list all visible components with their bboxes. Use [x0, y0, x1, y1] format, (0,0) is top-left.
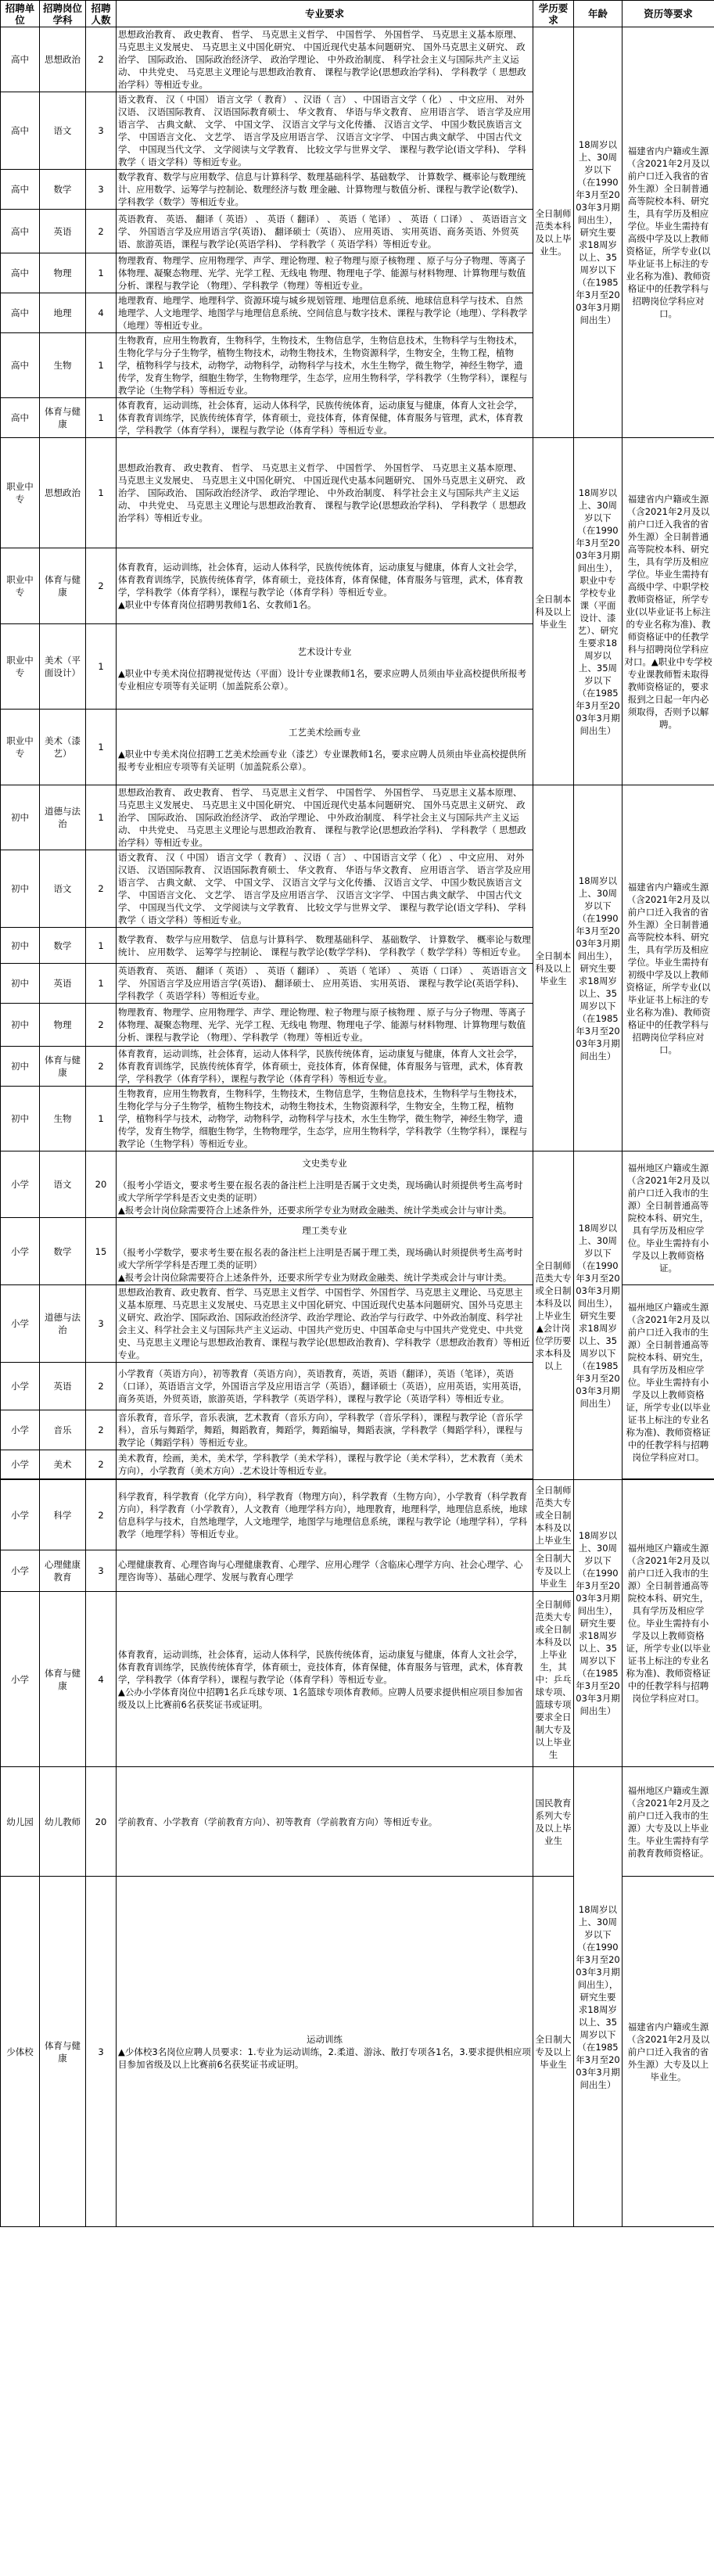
subject-cell: 思想政治: [40, 27, 86, 92]
unit-cell: 小学: [1, 1218, 40, 1285]
age-cell: 18周岁以上、30周岁以下（在1990年3月至2003年3月期间出生），职业中专学校专业课（平面设计、漆艺）、研究生要求18周岁以上、35周岁以下（在1985年3月至2003年3月期间出生）: [574, 438, 623, 785]
unit-cell: 高中: [1, 27, 40, 92]
subject-cell: 语文: [40, 92, 86, 170]
count-cell: 2: [86, 1047, 117, 1087]
subject-cell: 生物: [40, 333, 86, 398]
education-cell: 全日制本科及以上毕业生: [533, 785, 574, 1151]
unit-cell: 小学: [1, 1363, 40, 1410]
major-cell: 思想政治教育、 政史教育、 哲学、 马克思主义哲学、 中国哲学、 外国哲学、 马克思主义基本原理、 马克思主义发展史、 马克思主义中国化研究、 中国近现代史基本问题研究、 国外马克思主义研究、 政治学、 国际政治、 国际政治经济学、 政治学理论、 中外政治制度、 科学社会主义与国际共产主义运动、 中共党史、 马克思主义理论与思想政治教育、 课程与教学论(思想政治学科)、 学科教学（ 思想政治学科）等相近专业。: [117, 438, 533, 548]
major-cell: 心理健康教育、心理咨询与心理健康教育、心理学、应用心理学（含临床心理学方向、社会心理学、心理咨询等）、基础心理学、发展与教育心理学: [117, 1550, 533, 1592]
subject-cell: 物理: [40, 1004, 86, 1047]
count-cell: 20: [86, 1151, 117, 1218]
major-cell: 数学教育、数学与应用数学、信息与计算科学、数理基础科学、基础数学、 计算数学、概率论与数理统计、应用数学、运筹学与控制论、数理经济与数 理金融、计算物理与数值分析、课程与教学论(数学)、学科教学（数学）等相近专业。: [117, 170, 533, 210]
major-cell: 英语教育、 英语、 翻译（ 英语） 、 英语（ 翻译） 、 英语（ 笔译） 、 英语（ 口译） 、 英语语言文学、 外国语言学及应用语言学(英语)、 翻译硕士、 应用英语、 实用英语、 课程与教学论(英语学科)、 学科教学（ 英语学科）等相近专业。: [117, 964, 533, 1004]
header-qualification: 资历等要求: [623, 1, 714, 27]
major-cell: 数学教育、 数学与应用数学、 信息与计算科学、 数理基础科学、 基础数学、 计算数学、 概率论与数理统计、 应用数学、 运筹学与控制论、 课程与教学论(数学学科)、 学科教学（ 数学学科）等相近专业。: [117, 928, 533, 964]
count-cell: 15: [86, 1218, 117, 1285]
unit-cell: 小学: [1, 1450, 40, 1479]
education-cell: 全日制师范类本科及以上毕业生。: [533, 27, 574, 438]
count-cell: 2: [86, 850, 117, 928]
count-cell: 1: [86, 964, 117, 1004]
major-heading: 理工类专业: [302, 1224, 347, 1236]
count-cell: 4: [86, 293, 117, 333]
major-cell: [117, 1592, 533, 1767]
count-cell: 1: [86, 928, 117, 964]
age-cell: 18周岁以上、30周岁以下（在1990年3月至2003年3月期间出生），研究生要求18周岁以上、35周岁以下（在1985年3月至2003年3月期间出生）: [574, 1151, 623, 1480]
unit-cell: 初中: [1, 850, 40, 928]
education-cell: 全日制师范类大专或全日制本科及以上毕业生▲会计岗位学历要求本科及以上: [533, 1151, 574, 1480]
major-heading: 文史类专业: [302, 1158, 347, 1169]
subject-cell: 幼儿教师: [40, 1767, 86, 1877]
subject-cell: 思想政治: [40, 438, 86, 548]
unit-cell: 高中: [1, 210, 40, 253]
count-cell: 2: [86, 548, 117, 624]
unit-cell: 小学: [1, 1285, 40, 1363]
table-row: [1, 1480, 714, 1550]
qualification-cell: 福建省内户籍或生源（含2021年2月及以前户口迁入我省的省外生源）全日制普通高等院校本科、研究生，具有学历及相应学位。毕业生需持有高级中学、中职学校教师资格证，所学专业(以毕业证书上标注的专业名称为准)、教师资格证中的任教学科与招聘岗位学科应对口。▲职业中专学校专业课教师暂未取得教师资格证的，要求报到之日起一年内必须取得，否则予以解聘。: [623, 438, 714, 785]
major-text: 体育教育，运动训练，社会体育，运动人体科学，民族传统体育，运动康复与健康，体育人文社会学，体育教育训练学，民族传统体育学，体育硕士，竞技体育，体育保健，体育服务与管理，武术，体育教学，学科教学（体育学科），课程与教学论（体育学科）等相近专业。: [118, 1648, 523, 1685]
major-text: （报考小学语文，要求考生要在报名表的备注栏上注明是否属于文史类，现场确认时须提供考生高考时或大学所学学科是否文史类的证明）: [118, 1180, 523, 1203]
table-row: [1, 785, 714, 850]
major-cell: [117, 1218, 533, 1285]
header-age: 年龄: [574, 1, 623, 27]
major-cell: [117, 710, 533, 785]
unit-cell: 高中: [1, 293, 40, 333]
subject-cell: 体育与健康: [40, 1877, 86, 2227]
unit-cell: 职业中专: [1, 710, 40, 785]
unit-cell: 职业中专: [1, 438, 40, 548]
major-note: ▲报考会计岗位除需要符合上述条件外，还要求所学专业为财政金融类、统计学类或会计与审计类。: [118, 1205, 512, 1216]
subject-cell: 数学: [40, 928, 86, 964]
major-cell: 科学教育，科学教育（化学方向），科学教育（物理方向），科学教育（生物方向），小学教育（科学教育方向），科学教育（小学教育），人文教育（地理学科方向），地理教育，地理科学，地理信息系统，地球信息科学与技术，自然地理学，人文地理学，地图学与地理信息系统，课程与教学论（地理学科），学科教学（地理学科）等相近专业。: [117, 1480, 533, 1550]
education-cell: 全日制本科及以上毕业生: [533, 438, 574, 785]
count-cell: 3: [86, 170, 117, 210]
qualification-cell: 福州地区户籍或生源（含2021年2月及以前户口迁入我市的生源）全日制普通高等院校本科、研究生，具有学历及相应学位。毕业生需持有小学及以上教师资格证，所学专业(以毕业证书上标注的专业名称为准)、教师资格证中的任教学科与招聘岗位学科应对口。: [623, 1480, 714, 1767]
major-cell: 小学教育（英语方向），初等教育（英语方向），英语教育，英语，英语（翻译），英语（笔译），英语（口译），英语语言文学，外国语言学及应用语言学（英语），翻译硕士（英语），应用英语，实用英语，商务英语，外贸英语，旅游英语，学科教学（英语学科），课程与教学论（英语学科）等相近专业。: [117, 1363, 533, 1410]
subject-cell: 生物: [40, 1087, 86, 1151]
age-cell: 18周岁以上、30周岁以下（在1990年3月至2003年3月期间出生），研究生要求18周岁以上、35周岁以下（在1985年3月至2003年3月期间出生）: [574, 785, 623, 1151]
qualification-cell: 福建省内户籍或生源（含2021年2月及以前户口迁入我省的省外生源）全日制普通高等院校本科、研究生，具有学历及相应学位。毕业生需持有高级中学及以上教师资格证，所学专业(以毕业证书上标注的专业名称为准)、教师资格证中的任教学科与招聘岗位学科应对口。: [623, 27, 714, 438]
unit-cell: 初中: [1, 928, 40, 964]
table-row: [1, 27, 714, 92]
count-cell: 1: [86, 1087, 117, 1151]
major-cell: 思想政治教育、 政史教育、 哲学、 马克思主义哲学、 中国哲学、 外国哲学、 马克思主义基本原理、 马克思主义发展史、 马克思主义中国化研究、 中国近现代史基本问题研究、 国外马克思主义研究、 政治学、 国际政治、 国际政治经济学、 政治学理论、 中外政治制度、 科学社会主义与国际共产主义运动、 中共党史、 马克思主义理论与思想政治教育、 课程与教学论(思想政治学科)、 学科教学（ 思想政治学科）等相近专业。: [117, 785, 533, 850]
subject-cell: 体育与健康: [40, 548, 86, 624]
unit-cell: 职业中专: [1, 548, 40, 624]
qualification-cell: 福建省内户籍或生源（含2021年2月及以前户口迁入我省的省外生源）全日制普通高等院校本科、研究生，具有学历及相应学位。毕业生需持有初级中学及以上教师资格证，所学专业(以毕业证书上标注的专业名称为准)、教师资格证中的任教学科与招聘岗位学科应对口。: [623, 785, 714, 1151]
subject-cell: 体育与健康: [40, 1047, 86, 1087]
subject-cell: 科学: [40, 1480, 86, 1550]
education-cell: 全日制师范类大专或全日制本科及以上毕业生: [533, 1480, 574, 1550]
header-unit: 招聘单位: [1, 1, 40, 27]
unit-cell: 小学: [1, 1592, 40, 1767]
major-note: ▲职业中专体育岗位招聘男教师1名、女教师1名。: [118, 599, 317, 610]
count-cell: 1: [86, 624, 117, 710]
subject-cell: 英语: [40, 964, 86, 1004]
header-major: 专业要求: [117, 1, 533, 27]
unit-cell: 高中: [1, 92, 40, 170]
count-cell: 20: [86, 1767, 117, 1877]
unit-cell: 初中: [1, 1087, 40, 1151]
unit-cell: 初中: [1, 1004, 40, 1047]
subject-cell: 语文: [40, 1151, 86, 1218]
table-row: [1, 1151, 714, 1218]
subject-cell: 体育与健康: [40, 1592, 86, 1767]
header-row: [1, 1, 714, 27]
count-cell: 2: [86, 1004, 117, 1047]
count-cell: 2: [86, 210, 117, 253]
education-cell: 国民教育系列大专及以上毕业生: [533, 1767, 574, 1877]
education-cell: 全日制大专及以上毕业生: [533, 1877, 574, 2227]
major-cell: 地理教育、地理学、地理科学、资源环境与城乡规划管理、地理信息系统、地球信息科学与技术、自然地理学、人文地理学、地图学与地理信息系统、空间信息与数字技术、课程与教学论（地理）、学科教学（地理）等相近专业。: [117, 293, 533, 333]
major-cell: 思想政治教育、 政史教育、 哲学、 马克思主义哲学、 中国哲学、 外国哲学、 马克思主义基本原理、 马克思主义发展史、 马克思主义中国化研究、 中国近现代史基本问题研究、 国外马克思主义研究、 政治学、 国际政治、 国际政治经济学、 政治学理论、 中外政治制度、 科学社会主义与国际共产主义运动、 中共党史、 马克思主义理论与思想政治教育、 课程与教学论(思想政治学科)、 学科教学（ 思想政治学科）等相近专业。: [117, 27, 533, 92]
count-cell: 3: [86, 1877, 117, 2227]
major-text: （报考小学数学，要求考生要在报名表的备注栏上注明是否属于理工类，现场确认时须提供考生高考时或大学所学学科是否理工类的证明）: [118, 1246, 523, 1270]
major-cell: 体育教育，运动训练，社会体育，运动人体科学，民族传统体育，运动康复与健康，体育人文社会学，体育教育训练学，民族传统体育学，体育硕士，竞技体育，体育保健，体育服务与管理，武术，体育教学，学科教学（体育学科），课程与教学论（体育学科）等相近专业。: [117, 398, 533, 438]
count-cell: 3: [86, 1285, 117, 1363]
table-row: [1, 438, 714, 548]
header-count: 招聘人数: [86, 1, 117, 27]
subject-cell: 数学: [40, 1218, 86, 1285]
major-cell: [117, 1877, 533, 2227]
subject-cell: 美术（平面设计）: [40, 624, 86, 710]
subject-cell: 道德与法治: [40, 1285, 86, 1363]
qualification-cell: 福州地区户籍或生源（含2021年2月及以前户口迁入我市的生源）全日制普通高等院校本科、研究生，具有学历及相应学位。毕业生需持有小学及以上教师资格证，所学专业(以毕业证书上标注的专业名称为准)、教师资格证中的任教学科与招聘岗位学科应对口。: [623, 1285, 714, 1479]
header-education: 学历要求: [533, 1, 574, 27]
subject-cell: 音乐: [40, 1410, 86, 1450]
education-cell: 全日制师范类大专或全日制本科及以上毕业生，其中：乒乓球专项、篮球专项要求全日制大专及以上毕业生: [533, 1592, 574, 1767]
unit-cell: 小学: [1, 1151, 40, 1218]
major-note: ▲职业中专美术岗位招聘视觉传达（平面）设计专业课教师1名，要求应聘人员须由毕业高校提供所报考专业相应专项等有关证明（加盖院系公章）。: [118, 668, 527, 692]
subject-cell: 英语: [40, 1363, 86, 1410]
major-cell: [117, 624, 533, 710]
major-cell: 思想政治教育、政史教育、哲学、马克思主义哲学、中国哲学、外国哲学、马克思主义理论、马克思主义基本原理、马克思主义发展史、马克思主义中国化研究、中国近现代史基本问题研究、国外马克思主义研究、政治学、国际政治、国际政治经济学、政治学理论、政治学与行政学、中外政治制度、科学社会主义、科学社会主义与国际共产主义运动、中国共产党历史、中国革命史与中国共产党党史、中共党史、马克思主义理论与思想政治教育、课程与教学论(思想政治教育)、学科教学（思想政治教育）等相近专业。: [117, 1285, 533, 1363]
subject-cell: 英语: [40, 210, 86, 253]
major-cell: 美术教育，绘画，美术，美术学，学科教学（美术学科），课程与教学论（美术学科），艺术教育（美术方向），小学教育（美术方向）.艺术设计等相近专业。: [117, 1450, 533, 1479]
header-subject: 招聘岗位学科: [40, 1, 86, 27]
major-note: ▲公办小学体育岗位中招聘1名乒乓球专项、1名篮球专项体育教师。应聘人员要求提供相应项目参加省级及以上比赛前6名获奖证书或证明。: [118, 1686, 523, 1710]
major-cell: 生物教育，应用生物教育，生物科学，生物技术，生物信息学，生物信息技术，生物科学与生物技术，生物化学与分子生物学，植物生物技术，动物生物技术，生物资源科学，生物安全，生物工程，植物学，植物科学与技术，动物学，动物科学，动物科学与技术，水生生物学，微生物学，神经生物学，遗传学，发育生物学，细胞生物学，生物物理学，生态学，应用生物科学，学科教学（生物学科），课程与教学论（生物学科）等相近专业。: [117, 1087, 533, 1151]
qualification-cell: 福建省内户籍或生源（含2021年2月及以前户口迁入我省的省外生源）大专及以上毕业生。: [623, 1877, 714, 2227]
subject-cell: 体育与健康: [40, 398, 86, 438]
major-cell: 物理教育、物理学、应用物理学、声学、理论物理、粒子物理与原子核物理 、原子与分子物理、等离子体物理、凝聚态物理、光学、光学工程、无线电 物理、物理电子学、能源与材料物理、计算物理与数值分析、课程与教学论 （物理）、学科教学（物理）等相近专业。: [117, 253, 533, 293]
unit-cell: 高中: [1, 253, 40, 293]
major-cell: 音乐教育，音乐学，音乐表演，艺术教育（音乐方向），学科教学（音乐学科），课程与教学论（音乐学科），音乐与舞蹈学，舞蹈，舞蹈教育，舞蹈学，舞蹈编导，舞蹈表演，学科教学（舞蹈学科），课程与教学论（舞蹈学科）等相近专业。: [117, 1410, 533, 1450]
qualification-cell: 福州地区户籍或生源（含2021年2月及之前户口迁入我市的生源）大专及以上毕业生。毕业生需持有学前教育教师资格证。: [623, 1767, 714, 1877]
subject-cell: 心理健康教育: [40, 1550, 86, 1592]
major-cell: 英语教育、 英语、 翻译（ 英语） 、 英语（ 翻译） 、 英语（ 笔译） 、 英语（ 口译） 、 英语语言文学、 外国语言学及应用语言学(英语)、 翻译硕士（英语）、 应用英语、 实用英语、商务英语、外贸英语、旅游英语，课程与教学论(英语学科)、 学科教学（ 英语学科）等相近专业。: [117, 210, 533, 253]
major-note: ▲少体校3名岗位应聘人员要求：1.专业为运动训练，2.柔道、游泳、散打专项各1名，3.要求提供相应项目参加省级及以上比赛前6名获奖证书或证明。: [118, 2046, 531, 2070]
age-cell: 18周岁以上、30周岁以下（在1990年3月至2003年3月期间出生），研究生要求18周岁以上、35周岁以下（在1985年3月至2003年3月期间出生）: [574, 1480, 623, 1767]
age-cell: 18周岁以上、30周岁以下（在1990年3月至2003年3月期间出生），研究生要求18周岁以上、35周岁以下（在1985年3月至2003年3月期间出生）: [574, 27, 623, 438]
subject-cell: 美术: [40, 1450, 86, 1479]
unit-cell: 幼儿园: [1, 1767, 40, 1877]
count-cell: 1: [86, 333, 117, 398]
count-cell: 4: [86, 1592, 117, 1767]
major-cell: 学前教育、小学教育（学前教育方向）、初等教育（学前教育方向）等相近专业。: [117, 1767, 533, 1877]
major-heading: 运动训练: [307, 2033, 343, 2045]
education-cell: 全日制大专及以上毕业生: [533, 1550, 574, 1592]
count-cell: 2: [86, 1450, 117, 1479]
unit-cell: 初中: [1, 964, 40, 1004]
count-cell: 1: [86, 253, 117, 293]
count-cell: 1: [86, 785, 117, 850]
age-cell: 18周岁以上、30周岁以下（在1990年3月至2003年3月期间出生），研究生要求18周岁以上、35周岁以下（在1985年3月至2003年3月期间出生）: [574, 1767, 623, 2227]
major-text: 体育教育，运动训练，社会体育，运动人体科学，民族传统体育，运动康复与健康，体育人文社会学，体育教育训练学，民族传统体育学，体育硕士，竞技体育，体育保健，体育服务与管理，武术，体育教学，学科教学（体育学科），课程与教学论（体育学科）等相近专业。: [118, 562, 523, 598]
unit-cell: 高中: [1, 170, 40, 210]
major-cell: [117, 1151, 533, 1218]
count-cell: 2: [86, 1480, 117, 1550]
unit-cell: 高中: [1, 333, 40, 398]
subject-cell: 语文: [40, 850, 86, 928]
major-cell: [117, 548, 533, 624]
subject-cell: 道德与法治: [40, 785, 86, 850]
count-cell: 2: [86, 1363, 117, 1410]
major-cell: 生物教育，应用生物教育，生物科学，生物技术，生物信息学，生物信息技术，生物科学与生物技术，生物化学与分子生物学，植物生物技术，动物生物技术，生物资源科学，生物安全，生物工程，植物学，植物科学与技术，动物学，动物科学，动物科学与技术，水生生物学，微生物学，神经生物学，遗传学，发育生物学，细胞生物学，生物物理学，生态学，应用生物科学，学科教学（生物学科），课程与教学论（生物学科）等相近专业。: [117, 333, 533, 398]
count-cell: 1: [86, 710, 117, 785]
count-cell: 2: [86, 27, 117, 92]
count-cell: 1: [86, 398, 117, 438]
count-cell: 2: [86, 1410, 117, 1450]
count-cell: 3: [86, 1550, 117, 1592]
major-cell: 物理教育、物理学、应用物理学、声学、理论物理、粒子物理与原子核物理 、原子与分子物理、等离子体物理、凝聚态物理、光学、光学工程、无线电 物理、物理电子学、能源与材料物理、计算物理与数值分析、课程与教学论 （物理）、学科教学（物理）等相近专业。: [117, 1004, 533, 1047]
unit-cell: 初中: [1, 1047, 40, 1087]
major-cell: 体育教育，运动训练，社会体育，运动人体科学，民族传统体育，运动康复与健康，体育人文社会学，体育教育训练学，民族传统体育学，体育硕士，竞技体育，体育保健，体育服务与管理，武术，体育教学，学科教学（体育学科），课程与教学论（体育学科）等相近专业。: [117, 1047, 533, 1087]
major-note: ▲报考会计岗位除需要符合上述条件外，还要求所学专业为财政金融类、统计学类或会计与审计类。: [118, 1271, 512, 1283]
unit-cell: 小学: [1, 1410, 40, 1450]
unit-cell: 高中: [1, 398, 40, 438]
unit-cell: 初中: [1, 785, 40, 850]
subject-cell: 物理: [40, 253, 86, 293]
unit-cell: 小学: [1, 1550, 40, 1592]
table-row: [1, 1767, 714, 1877]
unit-cell: 少体校: [1, 1877, 40, 2227]
unit-cell: 职业中专: [1, 624, 40, 710]
subject-cell: 地理: [40, 293, 86, 333]
major-cell: 语文教育、 汉（ 中国） 语言文学（ 教育） 、汉语（ 言） 、中国语言文学（ 化） 、中文应用、 对外汉语、 汉语国际教育、 汉语国际教育硕士、 华文教育、 华语与华文教育、 应用语言学、 语言学及应用语言学、 古典文献、 文学、 中国文学、 汉语言文学与文化传播、 汉语言文学、 中国少数民族语言文学、 中国语言文化、 文艺学、 语言学及应用语言学、 汉语言文字学、 中国古典文献学、 中国古代文学、 中国现当代文学、 文学阅读与文学教育、 比较文学与世界文学、 课程与教学论(语文学科)、 学科教学（ 语文学科）等相近专业。: [117, 92, 533, 170]
major-heading: 工艺美术绘画专业: [289, 727, 361, 738]
major-note: ▲职业中专美术岗位招聘工艺美术绘画专业（漆艺）专业课教师1名，要求应聘人员须由毕业高校提供所报考专业相应专项等有关证明（加盖院系公章）。: [118, 749, 527, 772]
subject-cell: 美术（漆艺）: [40, 710, 86, 785]
count-cell: 3: [86, 92, 117, 170]
unit-cell: 小学: [1, 1480, 40, 1550]
count-cell: 1: [86, 438, 117, 548]
major-cell: 语文教育、 汉（ 中国） 语言文学（ 教育） 、汉语（ 言） 、中国语言文学（ 化） 、中文应用、 对外汉语、 汉语国际教育、 汉语国际教育硕士、 华文教育、 华语与华文教育、 应用语言学、 语言学及应用语言学、 古典文献、 文学、 中国文学、 汉语言文学与文化传播、 汉语言文学、 中国少数民族语言文学、 中国语言文化、 文艺学、 语言学及应用语言学、 汉语言文字学、 中国古典文献学、 中国古代文学、 中国现当代文学、 文学阅读与文学教育、 比较文学与世界文学、 课程与教学论(语文学科)、 学科教学（ 语文学科）等相近专业。: [117, 850, 533, 928]
major-heading: 艺术设计专业: [297, 646, 352, 657]
subject-cell: 数学: [40, 170, 86, 210]
qualification-cell: 福州地区户籍或生源（含2021年2月及以前户口迁入我市的生源）全日制普通高等院校本科、研究生，具有学历及相应学位。毕业生需持有小学及以上教师资格证。: [623, 1151, 714, 1285]
